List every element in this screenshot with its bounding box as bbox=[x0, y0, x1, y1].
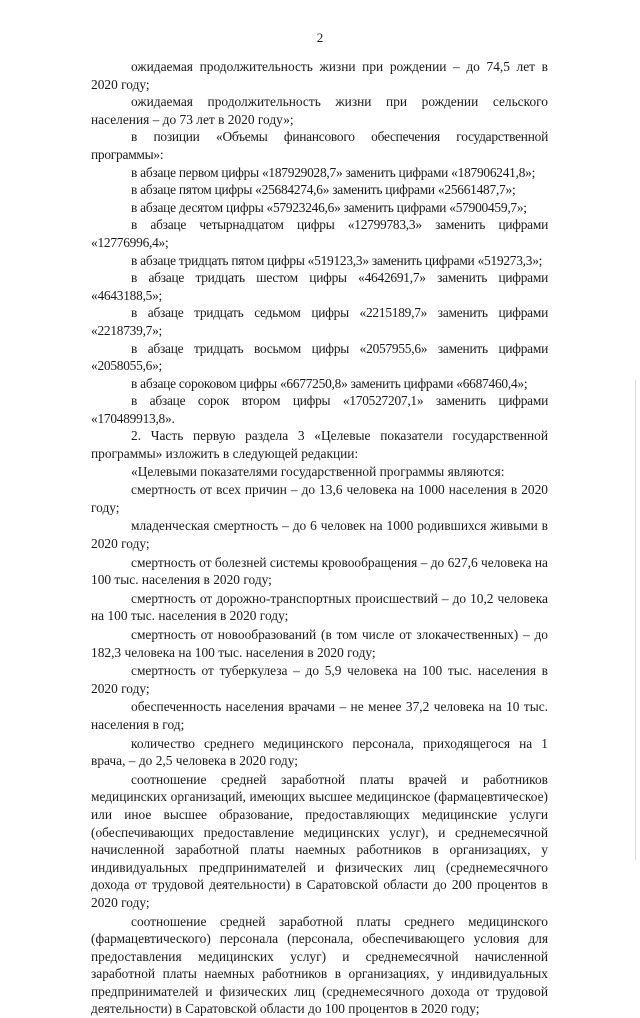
paragraph-indicator-doctor-salary: соотношение средней заработной платы врачей и работников медицинских организаций, имеющих высшее медицинское (фармацевтическое) или иное высшее образование, предоставляющих медицинские услуги (обеспечивающих предоставление медицинских услуг), и среднемесячной начисленной заработной платы наемных работников в организациях, у индивидуальных предпринимателей и физических лиц (среднемесячного дохода от трудовой деятельности) в Саратовской области до 200 процентов в 2020 году; bbox=[91, 771, 548, 912]
paragraph-amendment: в абзаце десятом цифры «57923246,6» заменить цифрами «57900459,7»; bbox=[91, 199, 548, 217]
paragraph-section-3-intro: 2. Часть первую раздела 3 «Целевые показатели государственной программы» изложить в следующей редакции: bbox=[91, 427, 548, 462]
paragraph-indicator: смертность от новообразований (в том числе от злокачественных) – до 182,3 человека на 100 тыс. населения в 2020 году; bbox=[91, 626, 548, 661]
paragraph-amendment: в абзаце сороковом цифры «6677250,8» заменить цифрами «6687460,4»; bbox=[91, 375, 548, 393]
paragraph-amendment: в абзаце пятом цифры «25684274,6» заменить цифрами «25661487,7»; bbox=[91, 181, 548, 199]
paragraph-rural-life-expectancy: ожидаемая продолжительность жизни при рождении сельского населения – до 73 лет в 2020 году»; bbox=[91, 93, 548, 128]
paragraph-indicator: смертность от дорожно-транспортных происшествий – до 10,2 человека на 100 тыс. населения в 2020 году; bbox=[91, 590, 548, 625]
paragraph-amendment: в абзаце сорок втором цифры «170527207,1» заменить цифрами «170489913,8». bbox=[91, 392, 548, 427]
paragraph-amendment: в абзаце тридцать восьмом цифры «2057955,6» заменить цифрами «2058055,6»; bbox=[91, 340, 548, 375]
paragraph-amendment: в абзаце тридцать седьмом цифры «2215189,7» заменить цифрами «2218739,7»; bbox=[91, 304, 548, 339]
paragraph-target-indicators-heading: «Целевыми показателями государственной программы являются: bbox=[91, 463, 548, 481]
paragraph-indicator: количество среднего медицинского персонала, приходящегося на 1 врача, – до 2,5 человека в 2020 году; bbox=[91, 735, 548, 770]
document-body bbox=[91, 58, 548, 1018]
paragraph-indicator-nurse-salary: соотношение средней заработной платы среднего медицинского (фармацевтического) персонала (персонала, обеспечивающего условия для предоставления медицинских услуг) и среднемесячной начисленной заработной платы наемных работников в организациях, у индивидуальных предпринимателей и физических лиц (среднемесячного дохода от трудовой деятельности) в Саратовской области до 100 процентов в 2020 году; bbox=[91, 913, 548, 1018]
paragraph-amendment: в абзаце тридцать пятом цифры «519123,3» заменить цифрами «519273,3»; bbox=[91, 252, 548, 270]
paragraph-life-expectancy: ожидаемая продолжительность жизни при рождении – до 74,5 лет в 2020 году; bbox=[91, 58, 548, 93]
paragraph-indicator: обеспеченность населения врачами – не менее 37,2 человека на 10 тыс. населения в год; bbox=[91, 698, 548, 733]
paragraph-amendment: в абзаце четырнадцатом цифры «12799783,3» заменить цифрами «12776996,4»; bbox=[91, 216, 548, 251]
page-number: 2 bbox=[0, 30, 640, 46]
paragraph-financing-position: в позиции «Объемы финансового обеспечения государственной программы»: bbox=[91, 128, 548, 163]
scan-edge-line bbox=[635, 380, 636, 860]
paragraph-indicator: смертность от всех причин – до 13,6 человека на 1000 населения в 2020 году; bbox=[91, 481, 548, 516]
paragraph-indicator: младенческая смертность – до 6 человек на 1000 родившихся живыми в 2020 году; bbox=[91, 517, 548, 552]
paragraph-amendment: в абзаце тридцать шестом цифры «4642691,7» заменить цифрами «4643188,5»; bbox=[91, 269, 548, 304]
paragraph-indicator: смертность от болезней системы кровообращения – до 627,6 человека на 100 тыс. населения в 2020 году; bbox=[91, 554, 548, 589]
paragraph-indicator: смертность от туберкулеза – до 5,9 человека на 100 тыс. населения в 2020 году; bbox=[91, 662, 548, 697]
paragraph-amendment: в абзаце первом цифры «187929028,7» заменить цифрами «187906241,8»; bbox=[91, 164, 548, 182]
